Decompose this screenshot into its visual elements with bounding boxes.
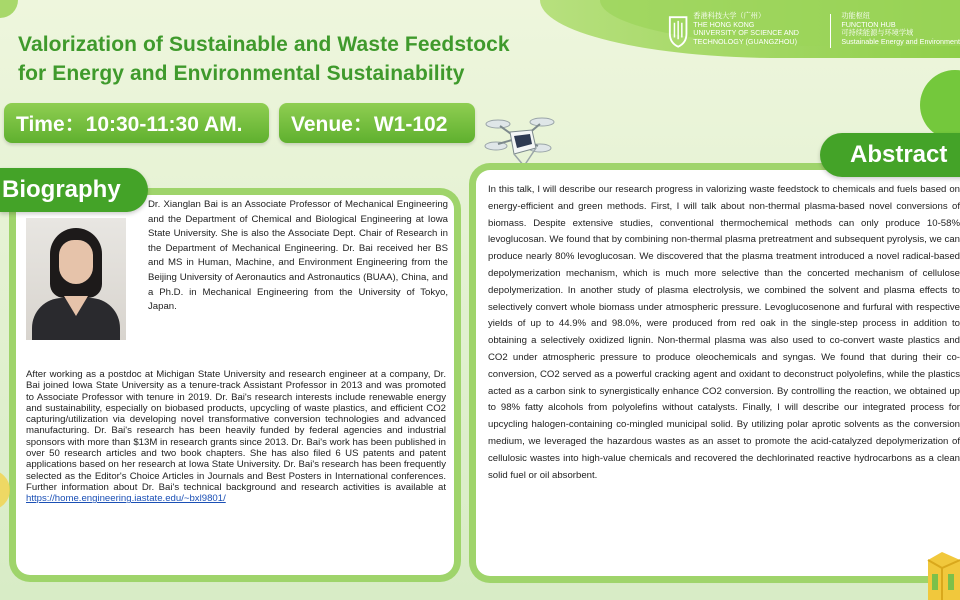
biography-body xyxy=(26,369,446,505)
corner-decoration xyxy=(0,0,18,18)
abstract-heading xyxy=(820,133,960,177)
university-logo xyxy=(668,12,960,52)
biography-body-text: After working as a postdoc at Michigan State University and research engineer at a company, Dr. Bai joined Iowa State University as a tenure-track Assistant Professor in 2013 and was promoted to Associate Professor with tenure in 2019. Dr. Bai's research interests include renewable energy and sustainability, especially on biobased products, upcycling of waste plastics, and efficient CO2 capturing/utilization via developing novel transformative conversion technologies and advanced manufacturing. Dr. Bai's research has been heavily funded by federal agencies and industrial sponsors with more than $13M in research grants since 2013. Dr. Bai's work has been published in over 50 research articles and two book chapters. She has also filed 6 US patents and patent applications based on her research at Iowa State University. Dr. Bai's research has been frequently selected as the Editor's Choice Articles in Journals and Best Posters in International conferences. Further information about Dr. Bai's technical background and research activities is available at xyxy=(26,369,446,493)
abstract-text: In this talk, I will describe our research progress in valorizing waste feedstock to chemicals and fuels based on energy-efficient and green methods. First, I will talk about non-thermal plasma-based novel conversions of biomass. Despite extensive studies, conventional thermochemical methods can only produce 10-58% levoglucosan. We found that by combining non-thermal plasma pretreatment and subsequent pyrolysis, we can produce nearly 80% levoglucosan. We discovered that the plasma treatment introduced a novel radical-based depolymerization mechanism, which is much more selective than the concerted mechanism of cellulose depolymerization. In another study of plasma electrolysis, we combined the solvent and plasma effects to selectively convert whole biomass under atmospheric pressure. Levoglucosenone and furfural with respective yields of up to 44.9% and 98.0%, were produced from red oak in the single-step process in addition to obtaining a selectively oxidized lignin. Non-thermal plasma was also used to co-convert waste plastics and CO2 under atmospheric pressure to produce oleochemicals and syngas. We found that during their co-conversion, CO2 served as a powerful cracking agent and oxidant to deconstruct polyolefins, while the plastics acted as a carbon sink to synergistically enhance CO2 conversion. By controlling the reaction, we obtained up to 98% fatty alcohols from polyolefins without catalysts. Finally, I will describe our integrated process for upcycling halogen-containing co-mingled municipal solid. By utilizing polar aprotic solvents as the conversion medium, we leveraged the hazardous wastes as an asset to promote the acid-catalyzed depolymerization of cellulosic wastes into high-value chemicals and recovered the dechlorinated reactive hydrocarbons as a clean solid fuel or oil absorbent. xyxy=(488,184,960,481)
page-title-line-2: for Energy and Environmental Sustainability xyxy=(18,62,465,85)
university-name-en-3: TECHNOLOGY (GUANGZHOU) xyxy=(693,36,797,46)
drone-icon xyxy=(484,112,556,170)
side-decoration-left xyxy=(0,470,10,510)
speaker-photo xyxy=(26,218,126,340)
hub-name-en: FUNCTION HUB xyxy=(841,19,896,29)
university-name-en-1: THE HONG KONG xyxy=(693,19,755,29)
venue-text: Venue：W1-102 xyxy=(291,113,448,136)
side-decoration xyxy=(920,70,960,140)
thrust-name-en: Sustainable Energy and Environment xyxy=(841,36,960,46)
page-title-line-1: Valorization of Sustainable and Waste Feedstock xyxy=(18,33,510,56)
battery-stack-icon xyxy=(924,546,960,600)
hub-name-cn: 功能枢纽 xyxy=(841,11,871,20)
abstract-heading-text: Abstract xyxy=(850,141,948,168)
hub-name xyxy=(841,12,960,46)
crest-icon xyxy=(668,12,688,50)
university-name-cn: 香港科技大学（广州） xyxy=(693,11,766,20)
time-badge xyxy=(4,103,269,143)
page-title xyxy=(18,30,510,88)
logo-divider xyxy=(830,14,831,48)
venue-badge xyxy=(279,103,475,143)
thrust-name-cn: 可持续能源与环境学域 xyxy=(841,28,914,38)
speaker-website-link[interactable]: https://home.engineering.iastate.edu/~bxl9801/ xyxy=(26,493,226,505)
university-name-en-2: UNIVERSITY OF SCIENCE AND xyxy=(693,28,799,38)
university-name xyxy=(693,12,822,46)
biography-heading xyxy=(0,168,148,212)
time-text: Time：10:30-11:30 AM. xyxy=(16,113,243,136)
biography-intro: Dr. Xianglan Bai is an Associate Professor of Mechanical Engineering and the Department of Chemical and Biological Engineering at Iowa State University. She is also the Associate Dept. Chair of Research in the Department of Mechanical Engineering. Dr. Bai received her BS and MS in Human, Machine, and Environment Engineering from the Beijing University of Aeronautics and Astronautics (BUAA), China, and a Ph.D. in Mechanical Engineering from the University of Tokyo, Japan. xyxy=(148,199,448,313)
biography-heading-text: Biography xyxy=(2,176,121,203)
